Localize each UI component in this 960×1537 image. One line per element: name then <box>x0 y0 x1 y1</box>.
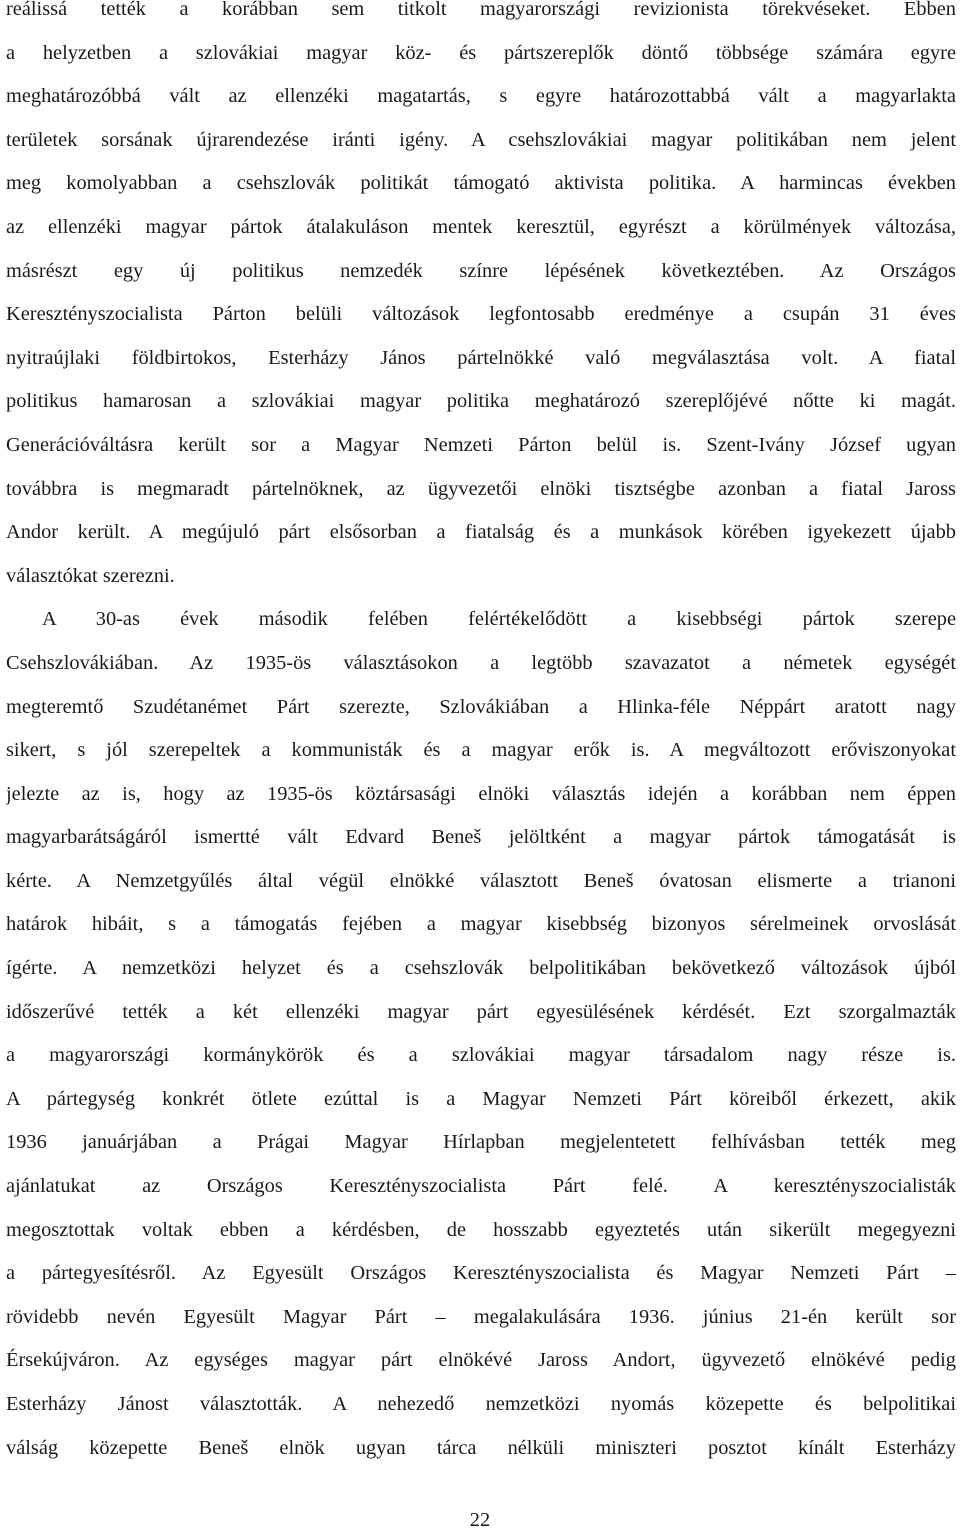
text-line: rövidebb nevén Egyesült Magyar Párt – megalakulására 1936. június 21-én került sor <box>6 1305 956 1328</box>
paragraph-2 <box>6 598 956 1470</box>
text-line: sikert, s jól szerepeltek a kommunisták és a magyar erők is. A megváltozott erőviszonyokat <box>6 739 956 762</box>
text-line: politikus hamarosan a szlovákiai magyar politika meghatározó szereplőjévé nőtte ki magát. <box>6 390 956 413</box>
text-line: területek sorsának újrarendezése iránti igény. A csehszlovákiai magyar politikában nem jelent <box>6 128 956 151</box>
text-line: választókat szerezni. <box>6 564 175 587</box>
text-line: ígérte. A nemzetközi helyzet és a csehszlovák belpolitikában bekövetkező változások újból <box>6 957 956 980</box>
text-line: magyarbarátságáról ismertté vált Edvard Beneš jelöltként a magyar pártok támogatását is <box>6 826 956 849</box>
text-line: a pártegyesítésről. Az Egyesült Országos Keresztényszocialista és Magyar Nemzeti Párt – <box>6 1262 956 1285</box>
text-line: továbbra is megmaradt pártelnöknek, az ügyvezetői elnöki tisztségbe azonban a fiatal Jaross <box>6 477 956 500</box>
text-line: a magyarországi kormánykörök és a szlovákiai magyar társadalom nagy része is. <box>6 1044 956 1067</box>
text-line: Esterházy Jánost választották. A nehezedő nemzetközi nyomás közepette és belpolitikai <box>6 1393 956 1415</box>
text-line: a helyzetben a szlovákiai magyar köz- és pártszereplők döntő többsége számára egyre <box>6 41 956 64</box>
text-line: határok hibáit, s a támogatás fejében a magyar kisebbség bizonyos sérelmeinek orvoslását <box>6 913 956 936</box>
text-line: az ellenzéki magyar pártok átalakuláson mentek keresztül, egyrészt a körülmények változása, <box>6 215 956 238</box>
paragraph-1 <box>6 0 956 598</box>
text-line: Érsekújváron. Az egységes magyar párt elnökévé Jaross Andort, ügyvezető elnökévé pedig <box>6 1349 956 1372</box>
text-line: jelezte az is, hogy az 1935-ös köztársasági elnöki választás idején a korábban nem éppen <box>6 782 956 805</box>
text-line: megteremtő Szudétanémet Párt szerezte, Szlovákiában a Hlinka-féle Néppárt aratott nagy <box>6 695 956 718</box>
text-line: meghatározóbbá vált az ellenzéki magatartás, s egyre határozottabbá vált a magyarlakta <box>6 85 956 108</box>
text-line: időszerűvé tették a két ellenzéki magyar párt egyesülésének kérdését. Ezt szorgalmazták <box>6 1000 956 1023</box>
text-line: Csehszlovákiában. Az 1935-ös választásokon a legtöbb szavazatot a németek egységét <box>6 651 956 674</box>
text-line: másrészt egy új politikus nemzedék színre lépésének következtében. Az Országos <box>6 259 956 282</box>
text-line: válság közepette Beneš elnök ugyan tárca nélküli miniszteri posztot kínált Esterházy <box>6 1436 956 1459</box>
text-line: Generációváltásra került sor a Magyar Nemzeti Párton belül is. Szent-Ivány József ugyan <box>6 433 956 456</box>
text-line: Keresztényszocialista Párton belüli változások legfontosabb eredménye a csupán 31 éves <box>6 303 956 326</box>
text-line: reálissá tették a korábban sem titkolt magyarországi revizionista törekvéseket. Ebben <box>6 0 956 20</box>
text-line: A 30-as évek második felében felértékelődött a kisebbségi pártok szerepe <box>42 608 956 631</box>
text-line: nyitraújlaki földbirtokos, Esterházy János pártelnökké való megválasztása volt. A fiatal <box>6 346 956 369</box>
text-line: meg komolyabban a csehszlovák politikát támogató aktivista politika. A harmincas években <box>6 172 956 195</box>
text-line: A pártegység konkrét ötlete ezúttal is a Magyar Nemzeti Párt köreiből érkezett, akik <box>6 1087 956 1110</box>
text-line: 1936 januárjában a Prágai Magyar Hírlapban megjelentetett felhívásban tették meg <box>6 1131 956 1154</box>
text-line: Andor került. A megújuló párt elsősorban a fiatalság és a munkások körében igyekezett újabb <box>6 521 956 544</box>
text-line: ajánlatukat az Országos Keresztényszocialista Párt felé. A keresztényszocialisták <box>6 1175 956 1198</box>
text-line: kérte. A Nemzetgyűlés által végül elnökké választott Beneš óvatosan elismerte a trianoni <box>6 869 956 892</box>
text-line: megosztottak voltak ebben a kérdésben, de hosszabb egyeztetés után sikerült megegyezni <box>6 1218 956 1241</box>
document-page <box>6 0 956 1470</box>
page-number: 22 <box>469 1509 491 1531</box>
